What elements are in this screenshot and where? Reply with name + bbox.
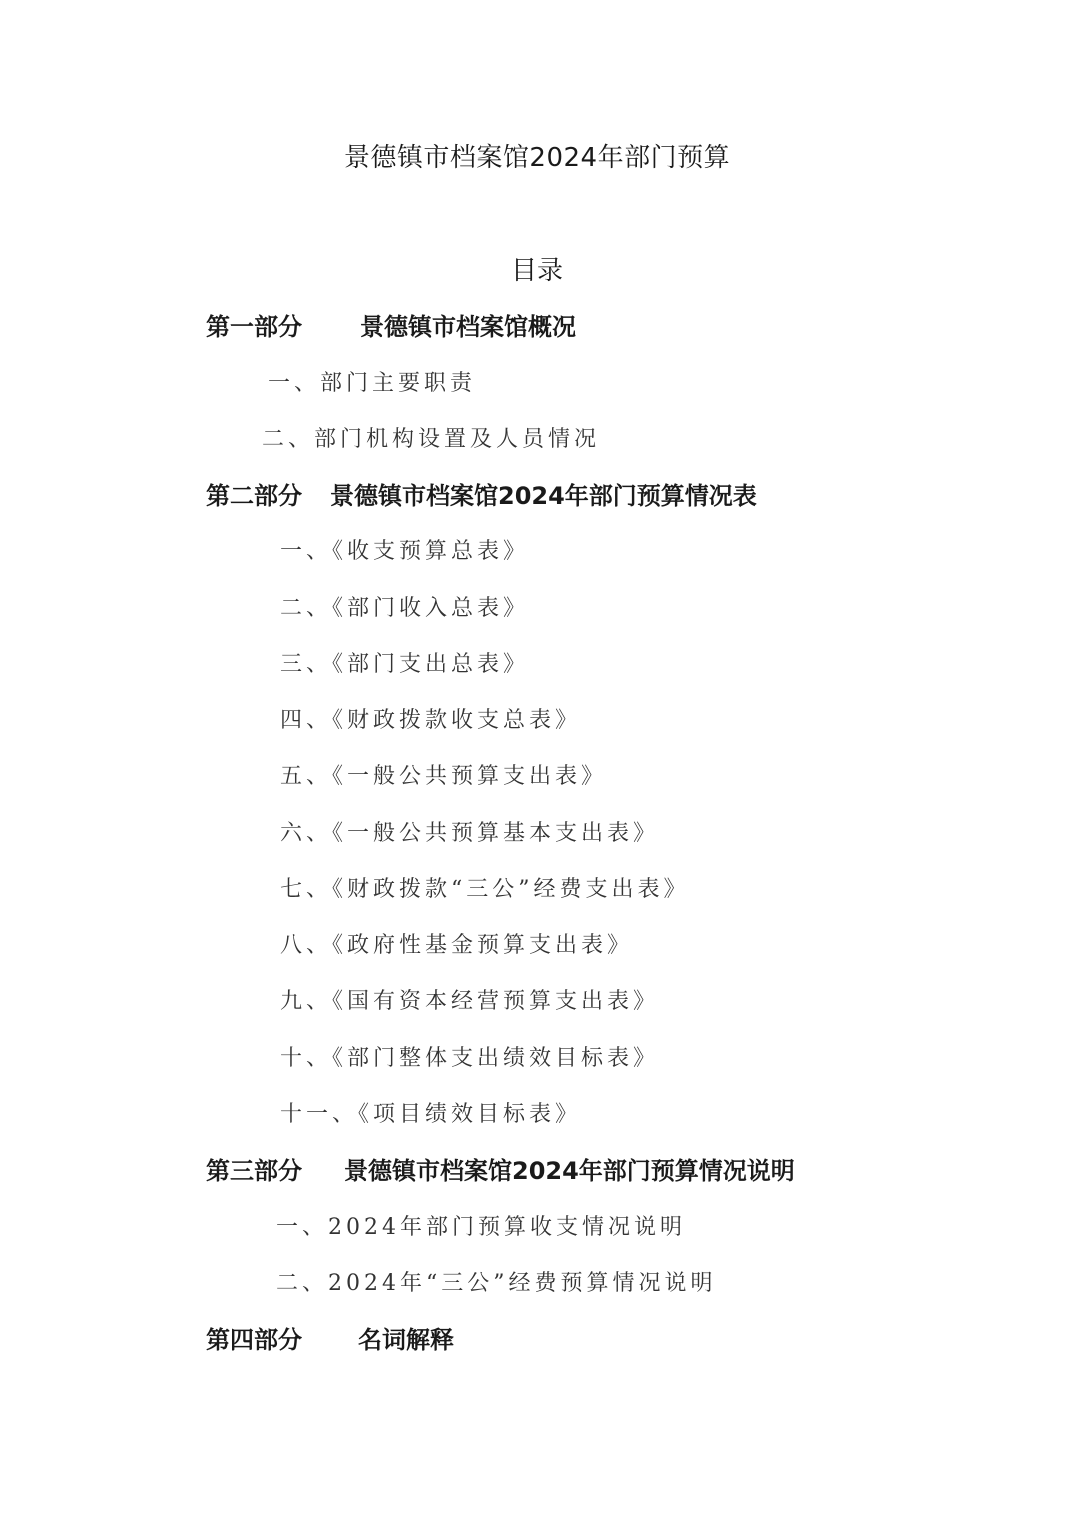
toc-part-2-item-4[interactable]: 四、《财政拨款收支总表》	[280, 708, 582, 733]
toc-part-2-item-7[interactable]: 七、《财政拨款“三公”经费支出表》	[280, 877, 690, 902]
toc-part-4-title: 名词解释	[358, 1326, 454, 1354]
toc-part-2-label: 第二部分	[206, 482, 302, 510]
toc-heading: 目录	[510, 256, 563, 286]
toc-part-3[interactable]	[206, 1154, 795, 1188]
toc-part-4[interactable]	[206, 1323, 454, 1357]
toc-part-2-item-11[interactable]: 十一、《项目绩效目标表》	[280, 1102, 582, 1127]
document-title: 景德镇市档案馆2024年部门预算	[343, 143, 731, 173]
toc-part-3-item-2[interactable]: 二、2024年“三公”经费预算情况说明	[276, 1271, 717, 1296]
toc-part-3-title: 景德镇市档案馆2024年部门预算情况说明	[344, 1157, 795, 1185]
toc-part-2-item-3[interactable]: 三、《部门支出总表》	[280, 652, 530, 677]
toc-part-1-item-2[interactable]: 二、部门机构设置及人员情况	[262, 427, 601, 452]
toc-part-2-item-6[interactable]: 六、《一般公共预算基本支出表》	[280, 821, 660, 846]
toc-part-1-label: 第一部分	[206, 313, 302, 341]
toc-part-2-item-1[interactable]: 一、《收支预算总表》	[280, 539, 530, 564]
toc-part-1[interactable]	[206, 310, 576, 344]
toc-part-3-label: 第三部分	[206, 1157, 302, 1185]
toc-part-2-item-2[interactable]: 二、《部门收入总表》	[280, 596, 530, 621]
toc-part-2-item-10[interactable]: 十、《部门整体支出绩效目标表》	[280, 1046, 660, 1071]
toc-part-1-title: 景德镇市档案馆概况	[360, 313, 576, 341]
toc-part-1-item-1[interactable]: 一、部门主要职责	[268, 371, 477, 396]
toc-part-2-item-9[interactable]: 九、《国有资本经营预算支出表》	[280, 989, 660, 1014]
toc-part-2-title: 景德镇市档案馆2024年部门预算情况表	[330, 482, 757, 510]
toc-part-3-item-1[interactable]: 一、2024年部门预算收支情况说明	[276, 1215, 686, 1240]
toc-part-2[interactable]	[206, 479, 757, 513]
toc-part-2-item-8[interactable]: 八、《政府性基金预算支出表》	[280, 933, 634, 958]
toc-part-2-item-5[interactable]: 五、《一般公共预算支出表》	[280, 764, 608, 789]
toc-part-4-label: 第四部分	[206, 1326, 302, 1354]
